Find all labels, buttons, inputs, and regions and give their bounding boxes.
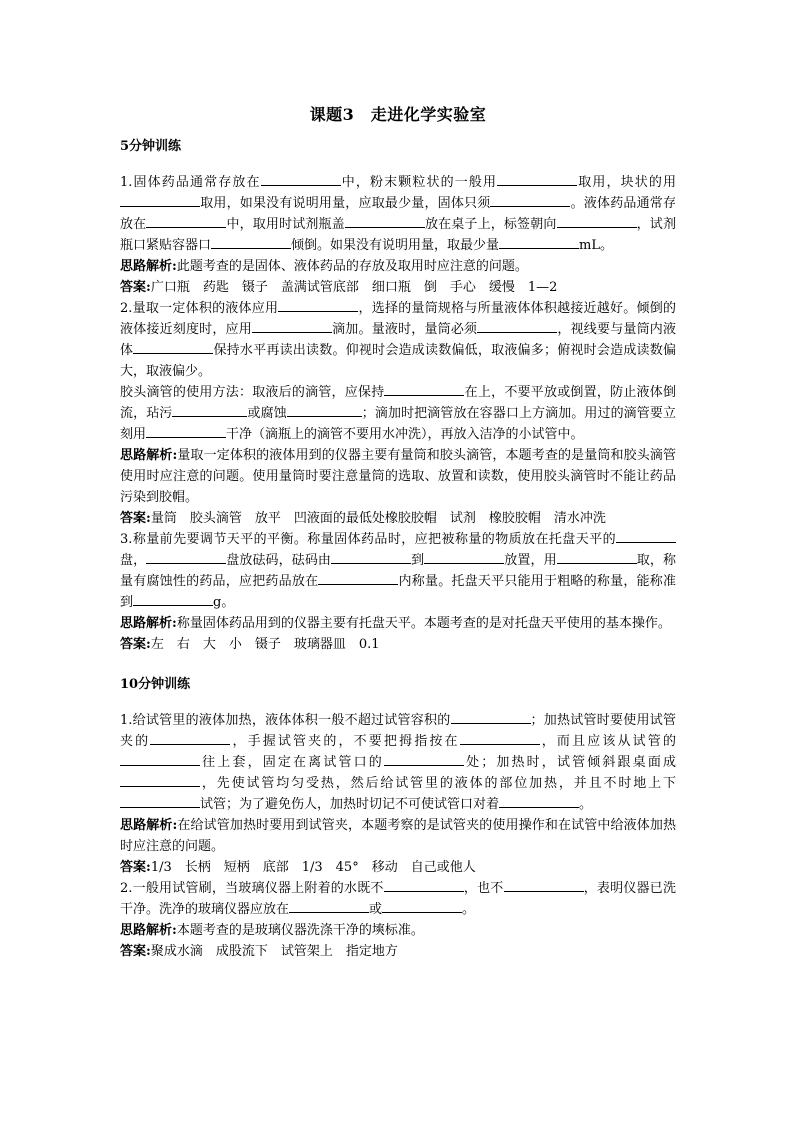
fill-blank[interactable]	[345, 214, 425, 228]
fill-blank[interactable]	[451, 710, 531, 724]
answer-3: 答案:左 右 大 小 镊子 玻璃器皿 0.1	[120, 637, 380, 652]
fill-blank[interactable]	[120, 752, 200, 766]
analysis-label: 思路解析:	[120, 448, 178, 463]
document-page	[120, 102, 676, 962]
answer-label: 答案:	[120, 944, 151, 959]
question-2: 2.量取一定体积的液体应用 ，选择的量筒规格与所量液体体积越接近越好。倾倒的液体接近刻度时，应用 滴加。量液时，量筒必须 ，视线要与量筒内液体 保持水平再读出读数。仰视时会造成读数偏低，取液偏多；俯视时会造成读数偏大，取液偏少。	[120, 298, 676, 382]
fill-blank[interactable]	[477, 319, 557, 333]
answer-label: 答案:	[120, 280, 151, 295]
page-title: 课题3 走进化学实验室	[309, 105, 487, 124]
fill-blank[interactable]	[382, 899, 462, 913]
analysis-label: 思路解析:	[120, 616, 177, 631]
fill-blank[interactable]	[497, 172, 577, 186]
analysis-5: 思路解析:本题考查的是玻璃仪器洗涤干净的塽标准。	[120, 923, 424, 938]
fill-blank[interactable]	[499, 794, 579, 808]
fill-blank[interactable]	[146, 424, 226, 438]
fill-blank[interactable]	[150, 731, 230, 745]
fill-blank[interactable]	[172, 403, 247, 417]
fill-blank[interactable]	[490, 193, 570, 207]
fill-blank[interactable]	[252, 319, 332, 333]
analysis-label: 思路解析:	[120, 259, 177, 274]
answer-label: 答案:	[120, 860, 151, 875]
question-2-dropper: 胶头滴管的使用方法：取液后的滴管，应保持 在上，不要平放或倒置，防止液体倒流，玷污 或腐蚀 ；滴加时把滴管放在容器口上方滴加。用过的滴管要立刻用 干净（滴瓶上的滴管不要用水冲洗），再放入洁净的小试管中。	[120, 382, 676, 445]
analysis-label: 思路解析:	[120, 923, 177, 938]
analysis-2: 思路解析:量取一定体积的液体用到的仪器主要有量筒和胶头滴管，本题考查的是量筒和胶头滴管使用时应注意的问题。使用量筒时要注意量筒的选取、放置和读数，使用胶头滴管时不能让药品污染到胶帽。	[120, 448, 676, 505]
fill-blank[interactable]	[460, 731, 540, 745]
question-3: 3.称量前先要调节天平的平衡。称量固体药品时，应把被称量的物质放在托盘天平的盘， 盘放砝码，砝码由 到 放置，用 取，称量有腐蚀性的药品，应把药品放在 内称量。托盘天平只能用于粗略的称量，能称准到 g。	[120, 529, 676, 613]
fill-blank[interactable]	[384, 752, 464, 766]
fill-blank[interactable]	[146, 214, 226, 228]
fill-blank[interactable]	[331, 550, 411, 564]
analysis-3: 思路解析:称量固体药品用到的仪器主要有托盘天平。本题考查的是对托盘天平使用的基本操作。	[120, 616, 671, 631]
fill-blank[interactable]	[133, 340, 213, 354]
section-10min-heading: 10分钟训练	[120, 677, 191, 692]
fill-blank[interactable]	[384, 382, 464, 396]
section-5min-heading: 5分钟训练	[120, 139, 182, 154]
fill-blank[interactable]	[318, 571, 398, 585]
fill-blank[interactable]	[504, 878, 584, 892]
fill-blank[interactable]	[146, 550, 226, 564]
fill-blank[interactable]	[120, 794, 200, 808]
fill-blank[interactable]	[287, 403, 362, 417]
fill-blank[interactable]	[557, 550, 637, 564]
answer-label: 答案:	[120, 637, 151, 652]
question-4: 1.给试管里的液体加热，液体体积一般不超过试管容积的 ；加热试管时要使用试管夹的 ，手握试管夹的，不要把拇指按在 ，而且应该从试管的往上套，固定在离试管口的 处；加热时，试管倾斜跟桌面成，先使试管均匀受热，然后给试管里的液体的部位加热，并且不时地上下试管；为了避免伤人，加热时切记不可使试管口对着 。	[120, 710, 676, 815]
fill-blank[interactable]	[289, 899, 369, 913]
fill-blank[interactable]	[278, 298, 358, 312]
answer-5: 答案:聚成水滴 成股流下 试管架上 指定地方	[120, 944, 398, 959]
question-5: 2.一般用试管刷，当玻璃仪器上附着的水既不 ，也不 ，表明仪器已洗干净。洗净的玻璃仪器应放在 或 。	[120, 878, 676, 920]
analysis-1: 思路解析:此题考查的是固体、液体药品的存放及取用时应注意的问题。	[120, 259, 528, 274]
answer-2: 答案:量筒 胶头滴管 放平 凹液面的最低处橡胶胶帽 试剂 橡胶胶帽 清水冲洗	[120, 511, 606, 526]
fill-blank[interactable]	[120, 773, 200, 787]
fill-blank[interactable]	[211, 235, 291, 249]
answer-4: 答案:1/3 长柄 短柄 底部 1/3 45° 移动 自己或他人	[120, 860, 476, 875]
question-1: 1.固体药品通常存放在 中，粉末颗粒状的一般用 取用，块状的用取用，如果没有说明用量，应取最少量，固体只须 。液体药品通常存放在 中，取用时试剂瓶盖 放在桌子上，标签朝向 ，试剂瓶口紧贴容器口 倾倒。如果没有说明用量，取最少量 mL。	[120, 172, 676, 256]
fill-blank[interactable]	[133, 592, 213, 606]
fill-blank[interactable]	[261, 172, 341, 186]
answer-1: 答案:广口瓶 药匙 镊子 盖满试管底部 细口瓶 倒 手心 缓慢 1—2	[120, 280, 558, 295]
fill-blank[interactable]	[424, 550, 504, 564]
fill-blank[interactable]	[499, 235, 579, 249]
fill-blank[interactable]	[616, 529, 676, 543]
fill-blank[interactable]	[557, 214, 637, 228]
fill-blank[interactable]	[384, 878, 464, 892]
answer-label: 答案:	[120, 511, 151, 526]
analysis-label: 思路解析:	[120, 818, 178, 833]
analysis-4: 思路解析:在给试管加热时要用到试管夹，本题考察的是试管夹的使用操作和在试管中给液体加热时应注意的问题。	[120, 818, 676, 854]
fill-blank[interactable]	[120, 193, 200, 207]
